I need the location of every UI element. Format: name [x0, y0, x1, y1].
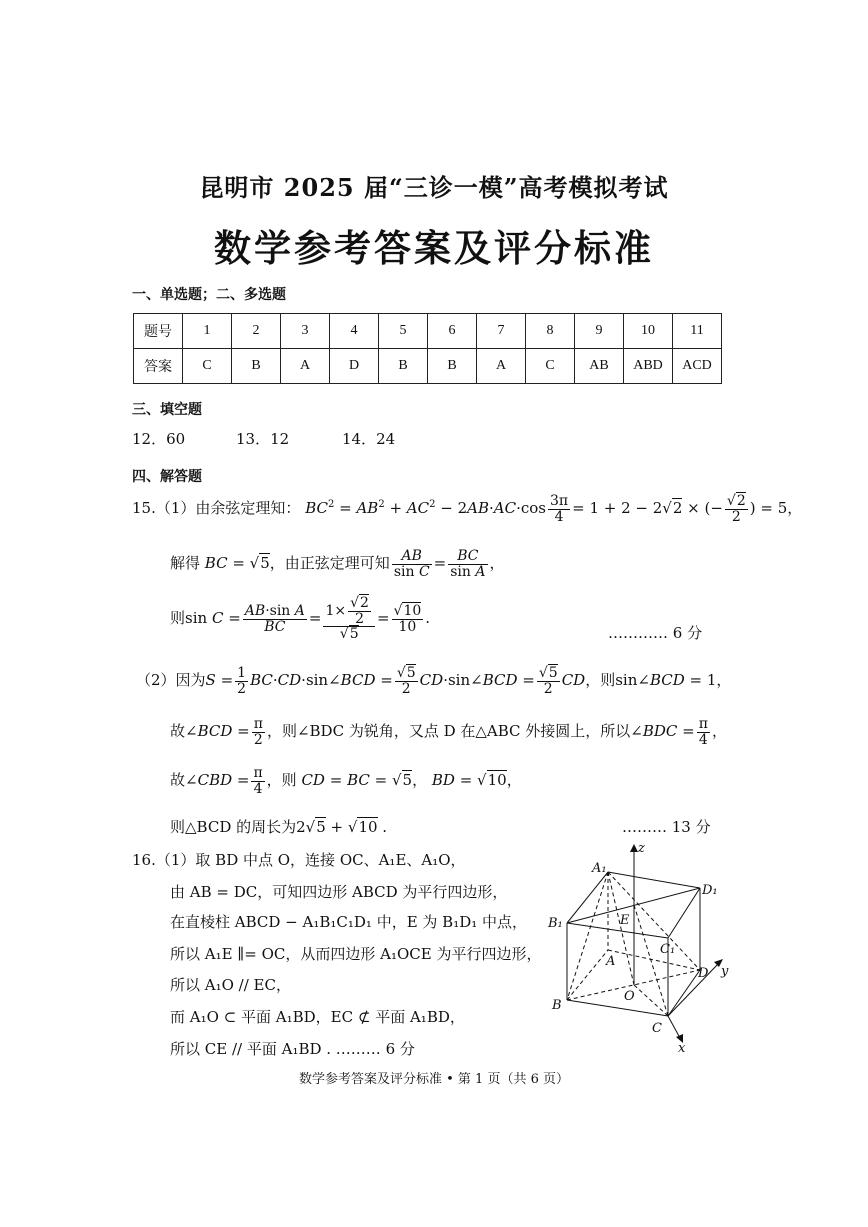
- fill-answer-14: 14．24: [342, 430, 396, 448]
- table-cell: 8: [526, 314, 575, 349]
- table-header-answer: 答案: [134, 349, 183, 384]
- edge: [608, 872, 700, 888]
- label-b1: B₁: [548, 916, 563, 931]
- q15-score-2: ……… 13 分: [622, 818, 711, 836]
- label-x: x: [678, 1041, 686, 1056]
- q16-line-2: 由 AB = DC，可知四边形 ABCD 为平行四边形，: [170, 883, 508, 901]
- table-cell: D: [330, 349, 379, 384]
- table-cell: 6: [428, 314, 477, 349]
- label-a: A: [606, 954, 616, 969]
- segment-ec: [634, 905, 668, 1016]
- page-footer: 数学参考答案及评分标准 • 第 1 页（共 6 页）: [298, 1072, 569, 1087]
- q15-line-perimeter: 则△BCD 的周长为2√5 + √10 .: [170, 818, 388, 836]
- label-o: O: [624, 989, 635, 1004]
- q16-line-7: 所以 CE // 平面 A₁BD . ……… 6 分: [170, 1040, 415, 1058]
- table-cell: B: [428, 349, 477, 384]
- answer-table: [133, 313, 722, 384]
- table-row-answers: [134, 349, 722, 384]
- table-cell: AB: [575, 349, 624, 384]
- fill-answer-13: 13．12: [236, 430, 290, 448]
- table-cell: ABD: [624, 349, 673, 384]
- q15-score-1: ………… 6 分: [608, 624, 703, 642]
- q16-line-1: 16.（1）取 BD 中点 O，连接 OC、A₁E、A₁O，: [132, 851, 466, 869]
- q16-line-6: 而 A₁O ⊂ 平面 A₁BD，EC ⊄ 平面 A₁BD，: [170, 1008, 465, 1026]
- edge: [567, 1000, 668, 1016]
- table-cell: 3: [281, 314, 330, 349]
- table-cell: A: [477, 349, 526, 384]
- segment-a1b: [567, 872, 608, 1000]
- table-cell: A: [281, 349, 330, 384]
- label-c1: C₁: [660, 942, 676, 957]
- arrow-z: [630, 844, 638, 852]
- table-cell: 2: [232, 314, 281, 349]
- table-cell: C: [183, 349, 232, 384]
- table-row-numbers: [134, 314, 722, 349]
- section-heading-solution: 四、解答题: [132, 469, 202, 485]
- table-cell: 10: [624, 314, 673, 349]
- edge-hidden: [608, 950, 700, 970]
- label-d1: D₁: [702, 883, 718, 898]
- axis-x: [668, 1016, 680, 1038]
- table-cell: ACD: [673, 349, 722, 384]
- exam-title: 昆明市 2025 届“三诊一模”高考模拟考试: [199, 173, 669, 202]
- q15-line-cbd: 故∠CBD = $\frac{\pi}{4}$ ，则 CD = BC = √5， BD = √10，: [170, 765, 522, 797]
- q16-line-5: 所以 A₁O // EC，: [170, 976, 291, 994]
- table-cell: C: [526, 349, 575, 384]
- edge: [668, 970, 700, 1016]
- page-title: 数学参考答案及评分标准: [214, 226, 654, 270]
- table-cell: 7: [477, 314, 526, 349]
- label-b: B: [552, 998, 562, 1013]
- label-e: E: [620, 913, 630, 928]
- q15-line-area: （2）因为S = $\frac{1}{2}$ BC·CD·sin∠BCD = $\frac{√5}{2}$ CD·sin∠BCD = $\frac{√5}{2}$ CD，则sin∠BCD = 1，: [136, 665, 732, 697]
- q15-line-sine: 解得 BC = √5，由正弦定理可知 $\frac{AB}{\text{sin C}}$ = $\frac{BC}{\text{sin A}}$ ，: [170, 548, 505, 580]
- q15-line-sinc: 则sin C = $\frac{\text{AB·sin A}}{BC}$ = 1× $\frac{√2}{2}$ √5 = $\frac{√10}{10}$ .: [170, 595, 431, 643]
- label-c: C: [652, 1021, 662, 1036]
- label-a1: A₁: [592, 861, 607, 876]
- q15-label: 15.（1）由余弦定理知：: [132, 499, 301, 518]
- q15-line-cosine: 15.（1）由余弦定理知： $BC^2 = AB^2 + AC^2 - 2AB\cdot AC\cdot\cos$ $\frac{3\pi}{4}$ = 1 + 2 − 2√2 × (− $\frac{√2}{2}$ ) = 5，: [132, 493, 803, 525]
- label-d: D: [698, 966, 709, 981]
- label-y: y: [721, 964, 729, 979]
- table-cell: 4: [330, 314, 379, 349]
- table-header-number: 题号: [134, 314, 183, 349]
- edge: [567, 923, 668, 938]
- table-cell: 11: [673, 314, 722, 349]
- section-heading-fill: 三、填空题: [132, 402, 202, 418]
- table-cell: 9: [575, 314, 624, 349]
- edge: [567, 872, 608, 923]
- table-cell: 1: [183, 314, 232, 349]
- label-z: z: [638, 841, 645, 856]
- table-cell: 5: [379, 314, 428, 349]
- prism-figure: [540, 838, 740, 1058]
- section-heading-choice: 一、单选题；二、多选题: [132, 287, 286, 303]
- fill-answer-12: 12．60: [132, 430, 186, 448]
- q16-line-4: 所以 A₁E ∥= OC，从而四边形 A₁OCE 为平行四边形，: [170, 945, 542, 963]
- q15-line-angle: 故∠BCD = $\frac{\pi}{2}$ ，则∠BDC 为锐角，又点 D 在△ABC 外接圆上，所以∠BDC = $\frac{\pi}{4}$ ，: [170, 716, 727, 748]
- table-cell: B: [379, 349, 428, 384]
- q16-line-3: 在直棱柱 ABCD − A₁B₁C₁D₁ 中，E 为 B₁D₁ 中点，: [170, 913, 528, 931]
- table-cell: B: [232, 349, 281, 384]
